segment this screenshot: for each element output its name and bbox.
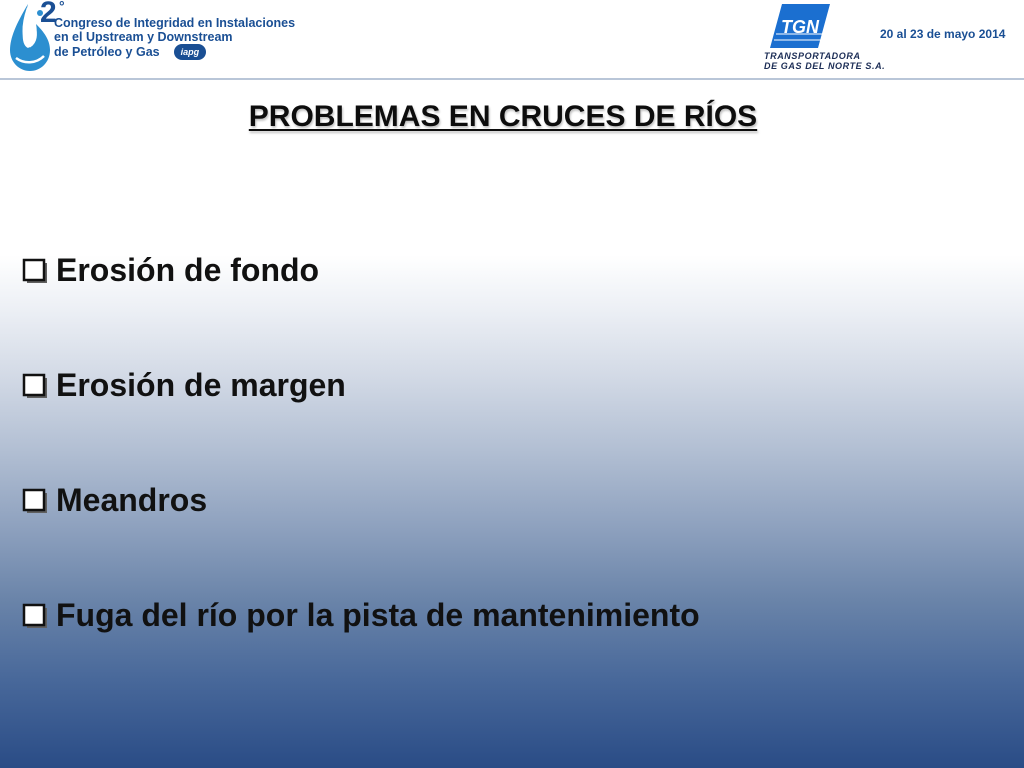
event-date: 20 al 23 de mayo 2014 [880, 27, 1006, 41]
congress-line-2: en el Upstream y Downstream [54, 30, 233, 44]
checkbox-bullet-icon [20, 367, 56, 403]
congress-logo [6, 0, 306, 76]
company-line-1: TRANSPORTADORA [764, 51, 861, 61]
list-item [20, 480, 700, 595]
bullet-text: Erosión de margen [56, 367, 346, 403]
tgn-logo-icon [770, 4, 830, 48]
list-item [20, 365, 700, 480]
bullet-text: Fuga del río por la pista de mantenimiento [56, 597, 700, 633]
list-item [20, 250, 700, 365]
checkbox-bullet-icon [20, 252, 56, 288]
checkbox-bullet-icon [20, 482, 56, 518]
company-mark-text: TGN [781, 17, 819, 37]
slide-header [0, 0, 1024, 80]
bullet-text: Meandros [56, 482, 208, 518]
company-name [764, 51, 885, 71]
company-logo [760, 4, 886, 76]
bullet-text: Erosión de fondo [56, 252, 320, 288]
company-line-2: DE GAS DEL NORTE S.A. [764, 61, 886, 71]
slide-title: PROBLEMAS EN CRUCES DE RÍOS [248, 100, 758, 133]
list-item [20, 595, 700, 710]
header-divider [0, 78, 1024, 80]
congress-degree: ° [59, 0, 65, 14]
bullet-list [20, 250, 700, 710]
congress-number: 2 [40, 0, 57, 29]
congress-line-1: Congreso de Integridad en Instalaciones [54, 16, 296, 30]
congress-line-3-text: de Petróleo y Gas [54, 45, 160, 59]
congress-line-3 [54, 44, 295, 60]
congress-title [54, 16, 295, 60]
checkbox-bullet-icon [20, 597, 56, 633]
iapg-badge: iapg [174, 44, 207, 60]
